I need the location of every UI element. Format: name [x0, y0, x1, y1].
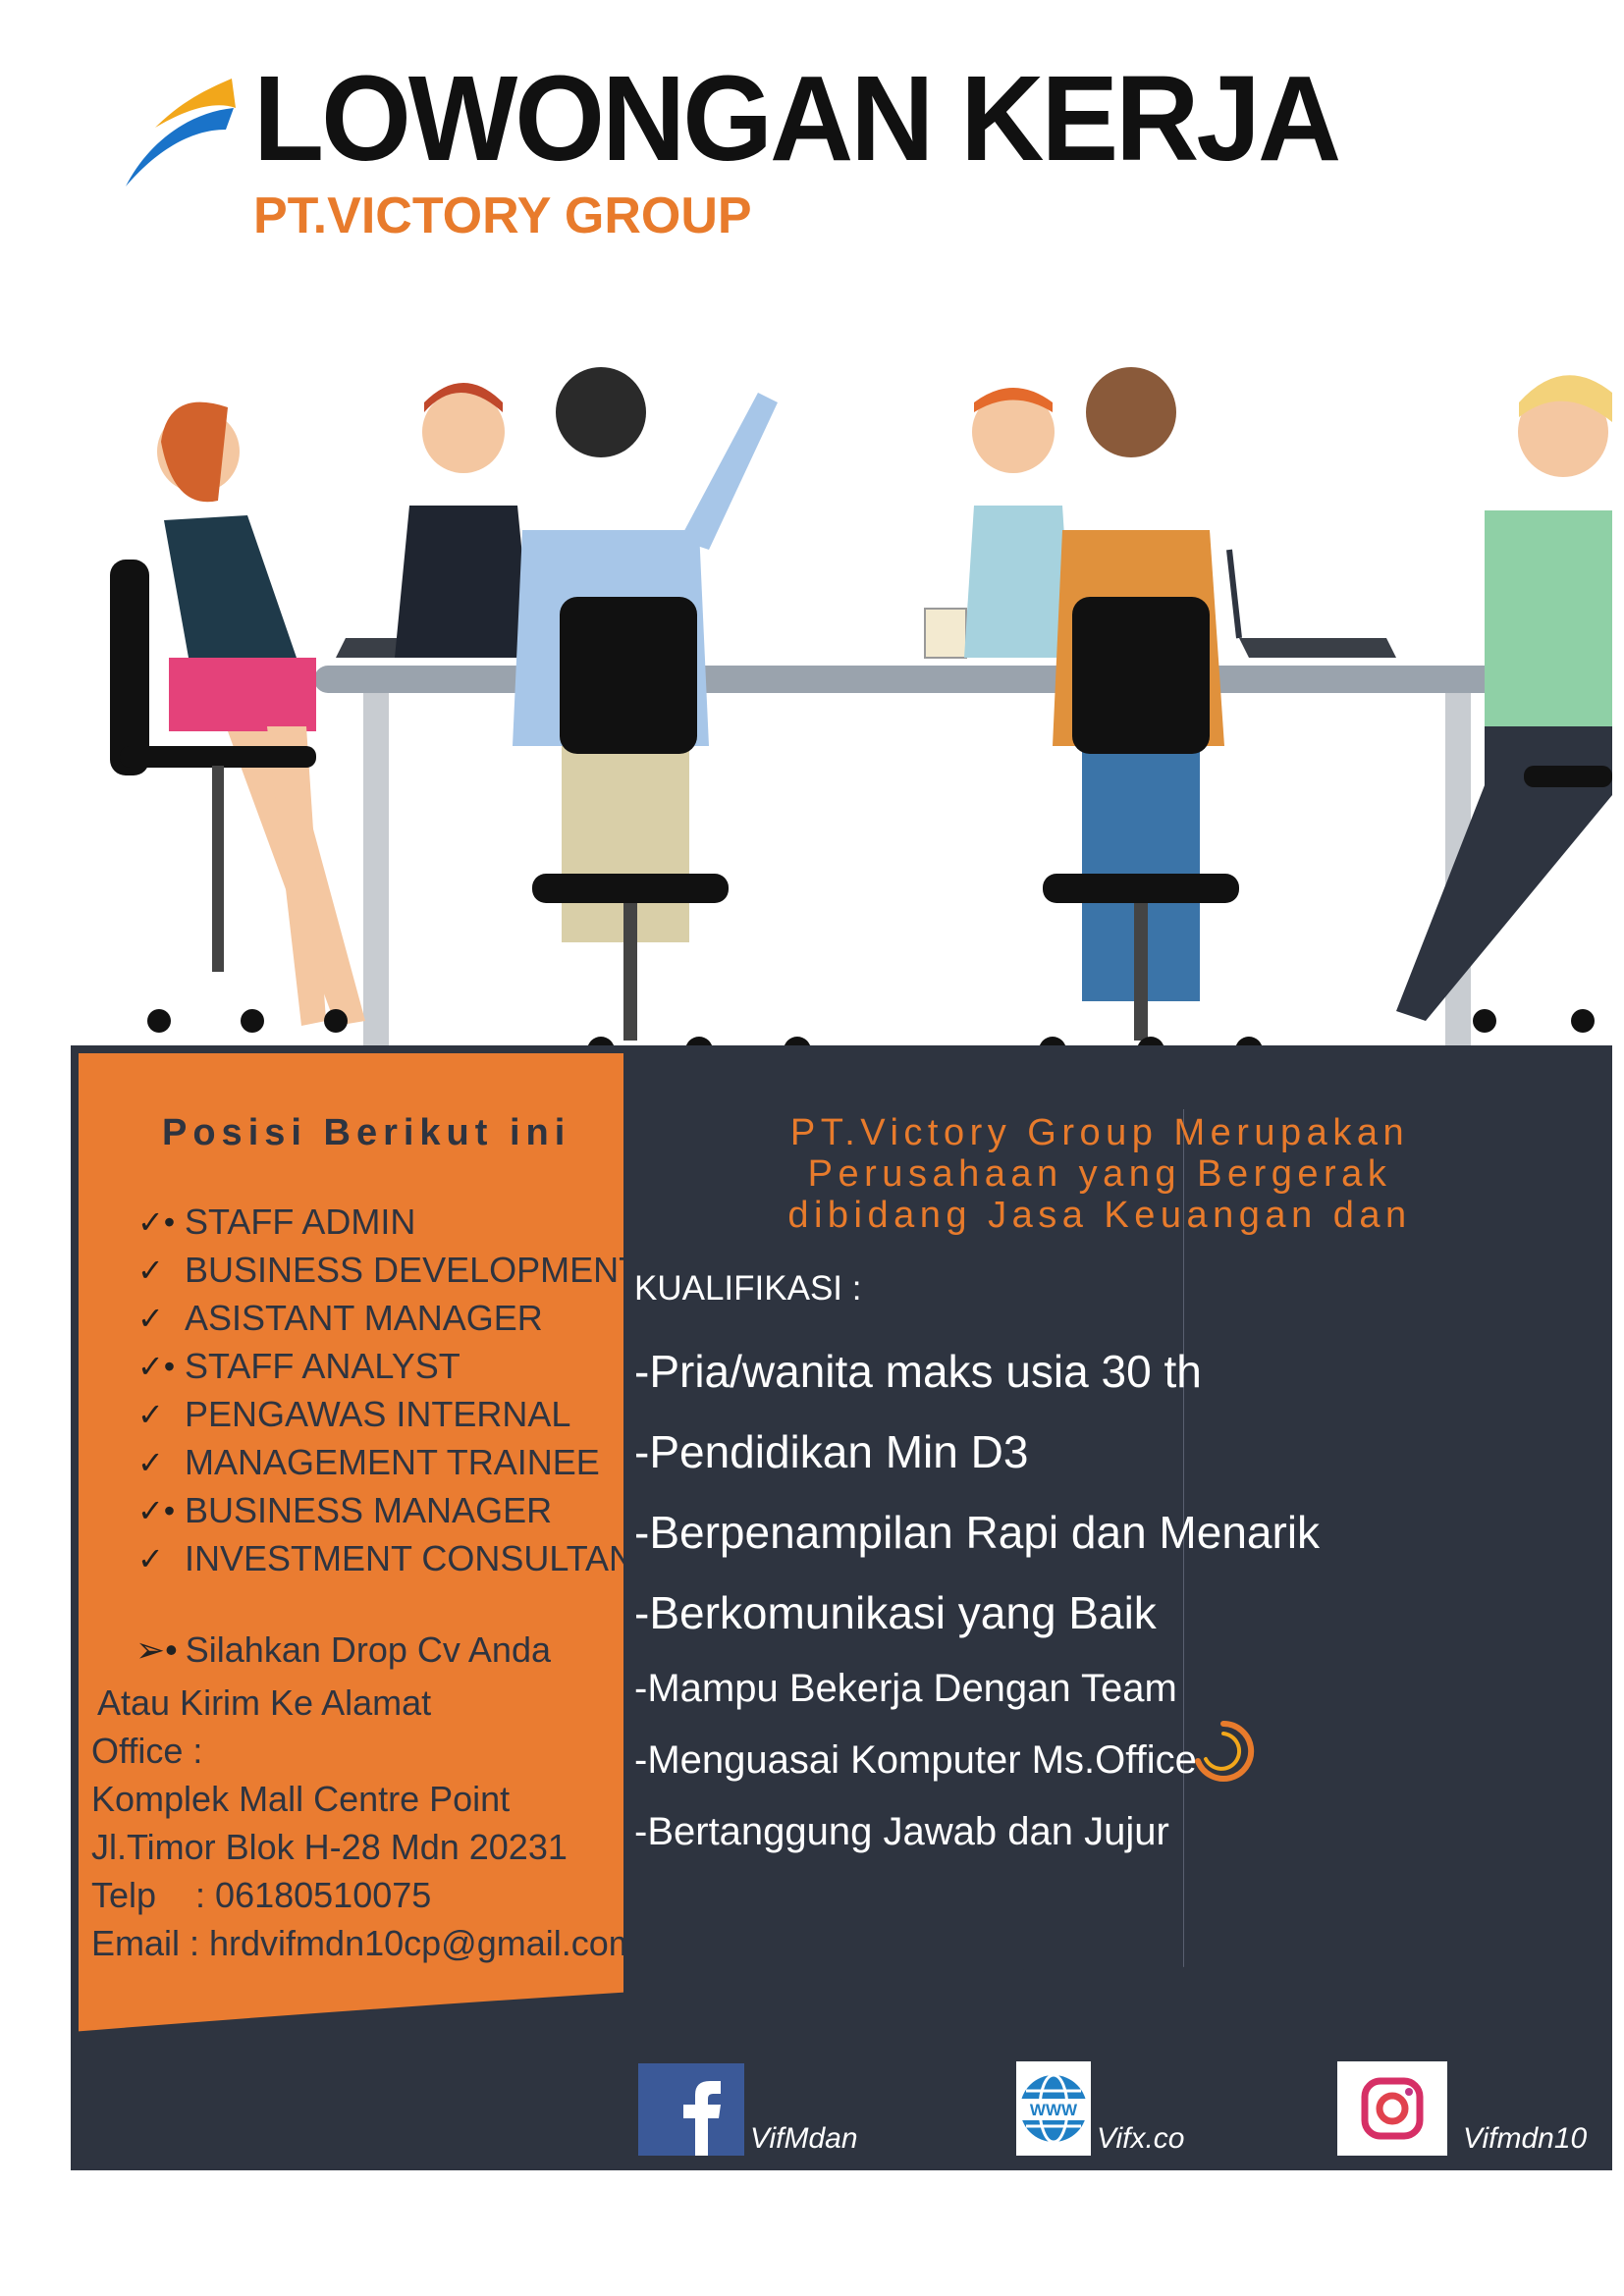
list-item: ✓ ASISTANT MANAGER	[137, 1297, 543, 1338]
check-icon: ✓•	[137, 1203, 176, 1240]
list-item: ✓• BUSINESS MANAGER	[137, 1489, 553, 1530]
page-title: LOWONGAN KERJA	[253, 50, 1339, 187]
list-item: -Pendidikan Min D3	[634, 1426, 1029, 1477]
facebook-icon	[638, 2063, 744, 2156]
website-label: Vifx.co	[1097, 2122, 1185, 2155]
check-icon: ✓	[137, 1540, 164, 1576]
list-item: ✓ BUSINESS DEVELOPMENT	[137, 1249, 641, 1290]
list-item: ✓ MANAGEMENT TRAINEE	[137, 1441, 600, 1482]
office-meeting-illustration	[71, 334, 1612, 1119]
address-line-1: Komplek Mall Centre Point	[91, 1779, 511, 1819]
description-line: dibidang Jasa Keuangan dan	[787, 1195, 1412, 1236]
globe-www-icon	[1016, 2061, 1091, 2156]
qualifications-list	[634, 1345, 1320, 1882]
check-icon: ✓	[137, 1444, 164, 1480]
list-item: -Mampu Bekerja Dengan Team	[634, 1667, 1177, 1710]
list-item: ✓• STAFF ADMIN	[137, 1201, 416, 1242]
drop-cv-text: ➢• Silahkan Drop Cv Anda	[135, 1629, 551, 1670]
positions-heading: Posisi Berikut ini	[162, 1112, 571, 1153]
description-line: Perusahaan yang Bergerak	[807, 1153, 1392, 1195]
check-icon: ✓•	[137, 1348, 176, 1384]
address-line-2: Jl.Timor Blok H-28 Mdn 20231	[91, 1827, 568, 1867]
facebook-label: VifMdan	[750, 2122, 858, 2155]
check-icon: ✓	[137, 1300, 164, 1336]
check-icon: ✓•	[137, 1492, 176, 1528]
instagram-label: Vifmdn10	[1463, 2122, 1588, 2155]
contact-block	[91, 1679, 638, 1967]
company-name: PT.VICTORY GROUP	[253, 187, 752, 244]
swirl-logo-icon	[1188, 1716, 1259, 1787]
send-to-text: Atau Kirim Ke Alamat	[97, 1682, 432, 1723]
list-item: -Bertanggung Jawab dan Jujur	[634, 1810, 1169, 1853]
check-icon: ✓	[137, 1396, 164, 1432]
list-item: -Berkomunikasi yang Baik	[634, 1587, 1157, 1638]
phone-text: Telp : 06180510075	[91, 1875, 432, 1915]
facebook-link[interactable]	[638, 2063, 858, 2156]
list-item: -Pria/wanita maks usia 30 th	[634, 1346, 1202, 1397]
check-icon: ✓	[137, 1252, 164, 1288]
arrow-bullet-icon: ➢•	[135, 1629, 178, 1670]
qualifications-heading: KUALIFIKASI :	[634, 1269, 862, 1308]
instagram-icon	[1337, 2061, 1447, 2156]
company-description	[746, 1112, 1453, 1236]
email-link[interactable]: Email : hrdvifmdn10cp@gmail.com	[91, 1923, 638, 1963]
list-item: ✓ PENGAWAS INTERNAL	[137, 1393, 571, 1434]
list-item: ✓ INVESTMENT CONSULTANT	[137, 1537, 657, 1578]
www-text: WWW	[1029, 2101, 1078, 2119]
instagram-link[interactable]	[1337, 2061, 1587, 2156]
website-link[interactable]	[1016, 2061, 1185, 2156]
list-item: ✓• STAFF ANALYST	[137, 1345, 460, 1386]
list-item: -Menguasai Komputer Ms.Office	[634, 1738, 1197, 1782]
company-logo-mark	[116, 69, 244, 196]
office-label: Office :	[91, 1731, 203, 1771]
positions-list	[137, 1198, 656, 1582]
description-line: PT.Victory Group Merupakan	[789, 1112, 1410, 1153]
list-item: -Berpenampilan Rapi dan Menarik	[634, 1507, 1321, 1558]
